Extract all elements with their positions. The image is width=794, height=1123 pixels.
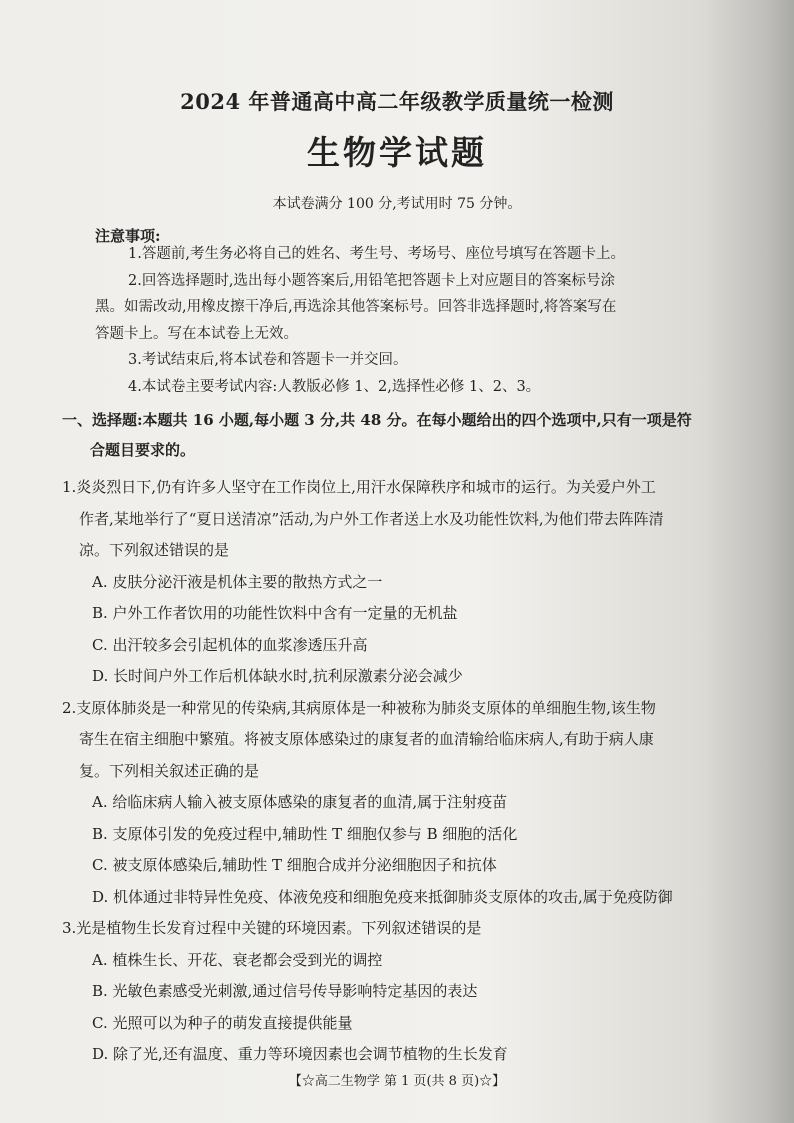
option-c: C. 出汗较多会引起机体的血浆渗透压升高 <box>92 635 368 654</box>
question-stem <box>62 913 752 945</box>
option-a: A. 给临床病人输入被支原体感染的康复者的血清,属于注射疫苗 <box>92 793 508 811</box>
question-stem <box>62 693 752 788</box>
notice-item: 3.考试结束后,将本试卷和答题卡一并交回。 <box>128 352 408 368</box>
notice-item: 2.回答选择题时,选出每小题答案后,用铅笔把答题卡上对应题目的答案标号涂 <box>128 272 616 289</box>
subject-title: 生物学试题 <box>307 133 487 172</box>
notice-item-cont: 答题卡上。写在本试卷上无效。 <box>95 325 298 342</box>
notice-item: 4.本试卷主要考试内容:人教版必修 1、2,选择性必修 1、2、3。 <box>128 378 541 395</box>
stem-line: 寄生在宿主细胞中繁殖。将被支原体感染过的康复者的血清输给临床病人,有助于病人康 <box>79 730 654 748</box>
option-d: D. 机体通过非特异性免疫、体液免疫和细胞免疫来抵御肺炎支原体的攻击,属于免疫防御 <box>92 887 673 906</box>
stem-line: 3.光是植物生长发育过程中关键的环境因素。下列叙述错误的是 <box>62 919 482 937</box>
option-a: A. 植株生长、开花、衰老都会受到光的调控 <box>92 950 383 969</box>
question-2 <box>62 693 752 914</box>
option-b: B. 支原体引发的免疫过程中,辅助性 T 细胞仅参与 B 细胞的活化 <box>92 824 518 843</box>
question-list <box>62 472 752 1071</box>
stem-line: 1.炎炎烈日下,仍有许多人坚守在工作岗位上,用汗水保障秩序和城市的运行。为关爱户外工 <box>62 478 656 496</box>
stem-line: 凉。下列叙述错误的是 <box>79 541 230 559</box>
notice-heading: 注意事项: <box>95 227 161 245</box>
option-b: B. 户外工作者饮用的功能性饮料中含有一定量的无机盐 <box>92 604 458 622</box>
option-c: C. 光照可以为种子的萌发直接提供能量 <box>92 1013 353 1032</box>
option-a: A. 皮肤分泌汗液是机体主要的散热方式之一 <box>92 572 383 591</box>
question-stem <box>62 472 752 567</box>
option-b: B. 光敏色素感受光刺激,通过信号传导影响特定基因的表达 <box>92 982 478 1000</box>
exam-title: 2024 年普通高中高二年级教学质量统一检测 <box>180 89 614 114</box>
option-d: D. 长时间户外工作后机体缺水时,抗利尿激素分泌会减少 <box>92 667 463 685</box>
page-footer: 【☆高二生物学 第 1 页(共 8 页)☆】 <box>288 1074 506 1089</box>
stem-line: 作者,某地举行了“夏日送清凉”活动,为户外工作者送上水及功能性饮料,为他们带去阵阵清 <box>79 509 664 528</box>
option-c: C. 被支原体感染后,辅助性 T 细胞合成并分泌细胞因子和抗体 <box>92 856 497 874</box>
notice-item-cont: 黑。如需改动,用橡皮擦干净后,再选涂其他答案标号。回答非选择题时,将答案写在 <box>95 299 617 315</box>
question-1 <box>62 472 752 693</box>
exam-subtitle: 本试卷满分 100 分,考试用时 75 分钟。 <box>272 196 522 212</box>
notice-item: 1.答题前,考生务必将自己的姓名、考生号、考场号、座位号填写在答题卡上。 <box>128 246 625 262</box>
section-heading <box>62 405 732 465</box>
section-line: 一、选择题:本题共 16 小题,每小题 3 分,共 48 分。在每小题给出的四个选项中,只有一项是符 <box>62 411 692 429</box>
stem-line: 复。下列相关叙述正确的是 <box>79 761 260 780</box>
question-3 <box>62 913 752 1071</box>
stem-line: 2.支原体肺炎是一种常见的传染病,其病原体是一种被称为肺炎支原体的单细胞生物,该生物 <box>62 698 656 717</box>
notice-list <box>95 241 705 400</box>
option-d: D. 除了光,还有温度、重力等环境因素也会调节植物的生长发育 <box>92 1045 508 1063</box>
section-line: 合题目要求的。 <box>90 441 196 459</box>
